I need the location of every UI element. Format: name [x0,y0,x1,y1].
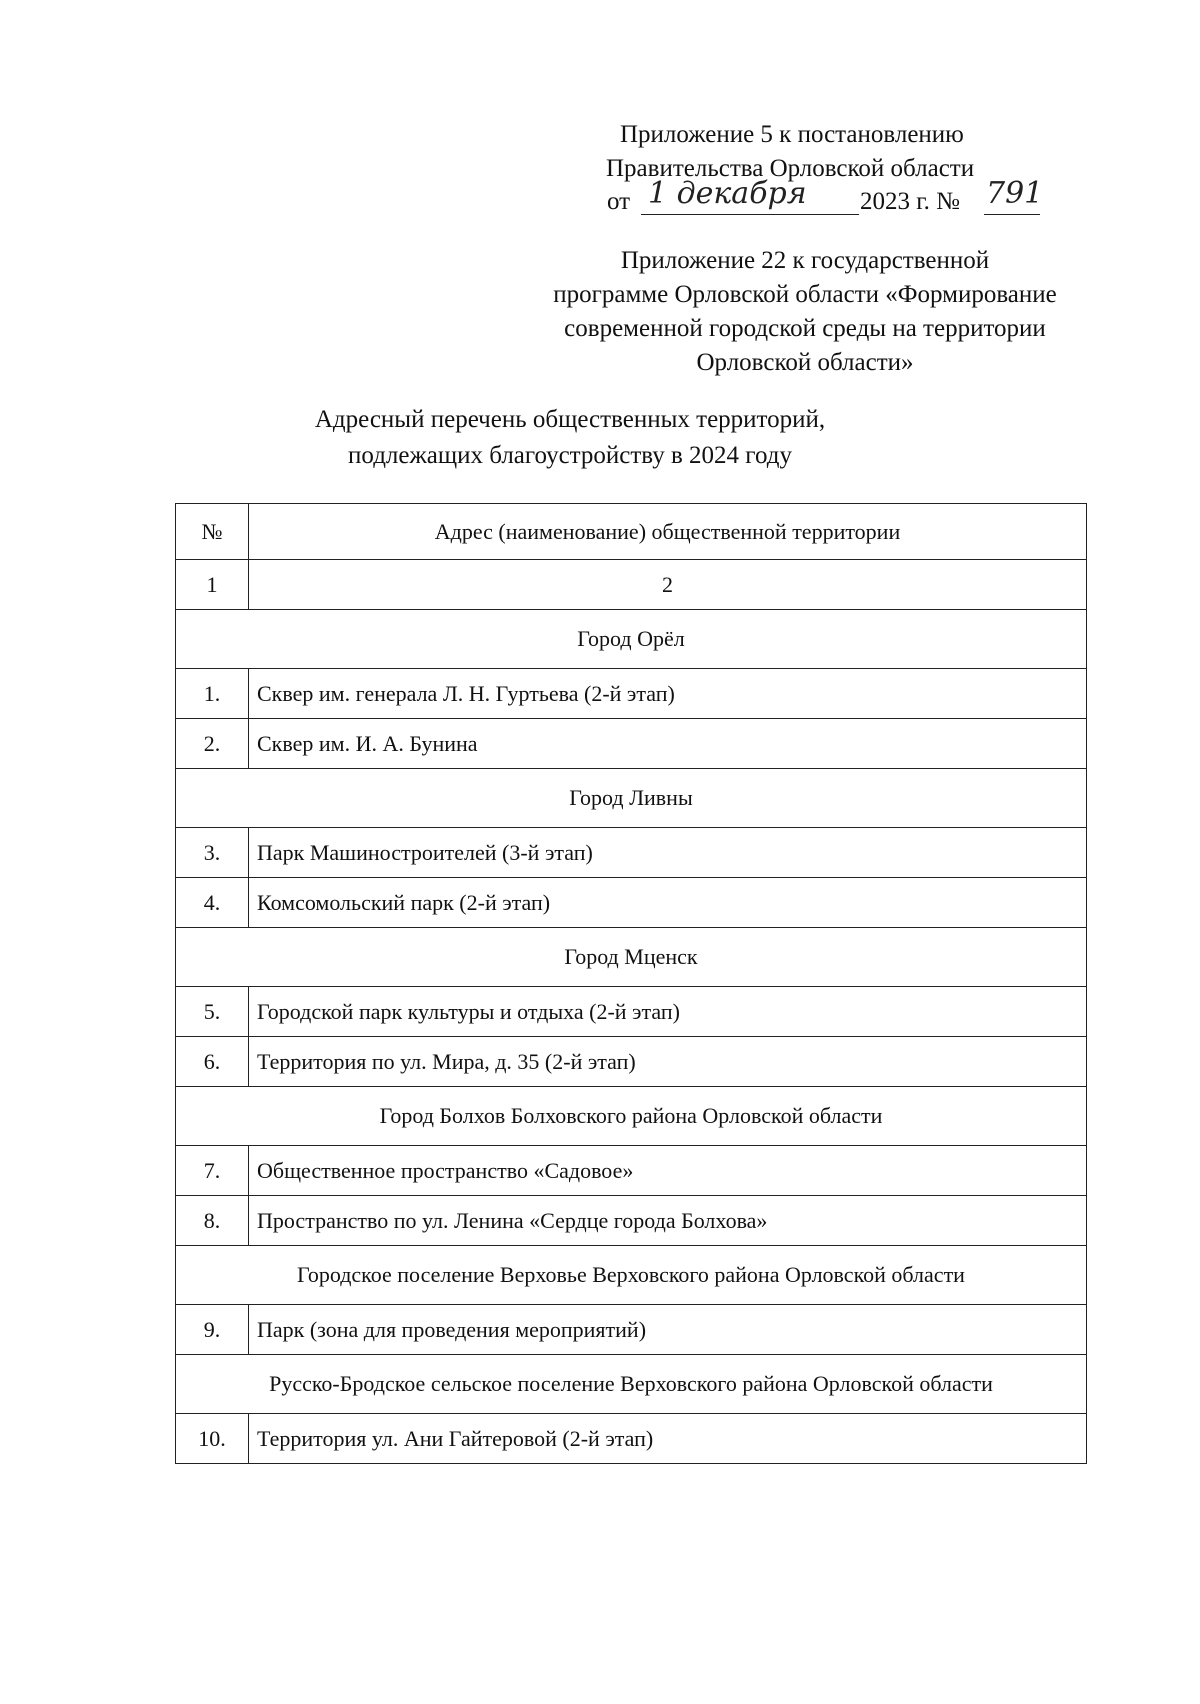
section-title: Русско-Бродское сельское поселение Верховского района Орловской области [176,1355,1087,1414]
appendix-22-block [480,244,1130,380]
row-number: 1. [176,669,249,719]
row-address: Парк (зона для проведения мероприятий) [249,1305,1087,1355]
row-number: 5. [176,987,249,1037]
table-row [176,987,1087,1037]
row-number: 7. [176,1146,249,1196]
table-row [176,828,1087,878]
row-address: Пространство по ул. Ленина «Сердце города Болхова» [249,1196,1087,1246]
section-row [176,1355,1087,1414]
row-address: Городской парк культуры и отдыха (2-й этап) [249,987,1087,1037]
table-row [176,1414,1087,1464]
section-row [176,1087,1087,1146]
section-row [176,610,1087,669]
date-prefix: от [607,188,631,215]
header-num: № [176,504,249,560]
appendix-22-line1: Приложение 22 к государственной [620,247,990,274]
row-number: 10. [176,1414,249,1464]
table-header-row [176,504,1087,560]
table-row [176,669,1087,719]
table-row [176,878,1087,928]
document-title [260,402,880,474]
appendix-5-line1: Приложение 5 к постановлению [620,121,964,148]
section-row [176,928,1087,987]
appendix-22-line4: Орловской области» [696,349,914,376]
title-line2: подлежащих благоустройству в 2024 году [348,442,792,469]
table-row [176,1037,1087,1087]
section-row [176,1246,1087,1305]
row-address: Сквер им. генерала Л. Н. Гуртьева (2-й этап) [249,669,1087,719]
appendix-22-line3: современной городской среды на территории [564,315,1046,342]
section-title: Город Болхов Болховского района Орловской области [176,1087,1087,1146]
header-address: Адрес (наименование) общественной территории [249,504,1087,560]
row-address: Сквер им. И. А. Бунина [249,719,1087,769]
table-row [176,719,1087,769]
column-numbering-row [176,560,1087,610]
section-title: Городское поселение Верховье Верховского района Орловской области [176,1246,1087,1305]
row-address: Комсомольский парк (2-й этап) [249,878,1087,928]
title-line1: Адресный перечень общественных территорий, [314,406,826,433]
row-number: 6. [176,1037,249,1087]
date-underline [641,214,859,215]
row-address: Парк Машиностроителей (3-й этап) [249,828,1087,878]
handwritten-number: 791 [986,176,1044,211]
row-number: 8. [176,1196,249,1246]
section-row [176,769,1087,828]
table-row [176,1305,1087,1355]
row-address: Территория по ул. Мира, д. 35 (2-й этап) [249,1037,1087,1087]
row-number: 9. [176,1305,249,1355]
table-row [176,1146,1087,1196]
section-title: Город Орёл [176,610,1087,669]
appendix-22-line2: программе Орловской области «Формирование [553,281,1057,308]
year-label: 2023 г. № [860,188,961,215]
appendix-5-date-line [607,187,630,217]
number-underline [984,214,1040,215]
row-address: Территория ул. Ани Гайтеровой (2-й этап) [249,1414,1087,1464]
table-row [176,1196,1087,1246]
column-number-2: 2 [249,560,1087,610]
row-number: 4. [176,878,249,928]
row-number: 2. [176,719,249,769]
row-number: 3. [176,828,249,878]
territories-table [175,503,1087,1464]
handwritten-date: 1 декабря [648,176,807,211]
column-number-1: 1 [176,560,249,610]
appendix-5-line2: Правительства Орловской области [606,155,975,182]
section-title: Город Ливны [176,769,1087,828]
row-address: Общественное пространство «Садовое» [249,1146,1087,1196]
section-title: Город Мценск [176,928,1087,987]
